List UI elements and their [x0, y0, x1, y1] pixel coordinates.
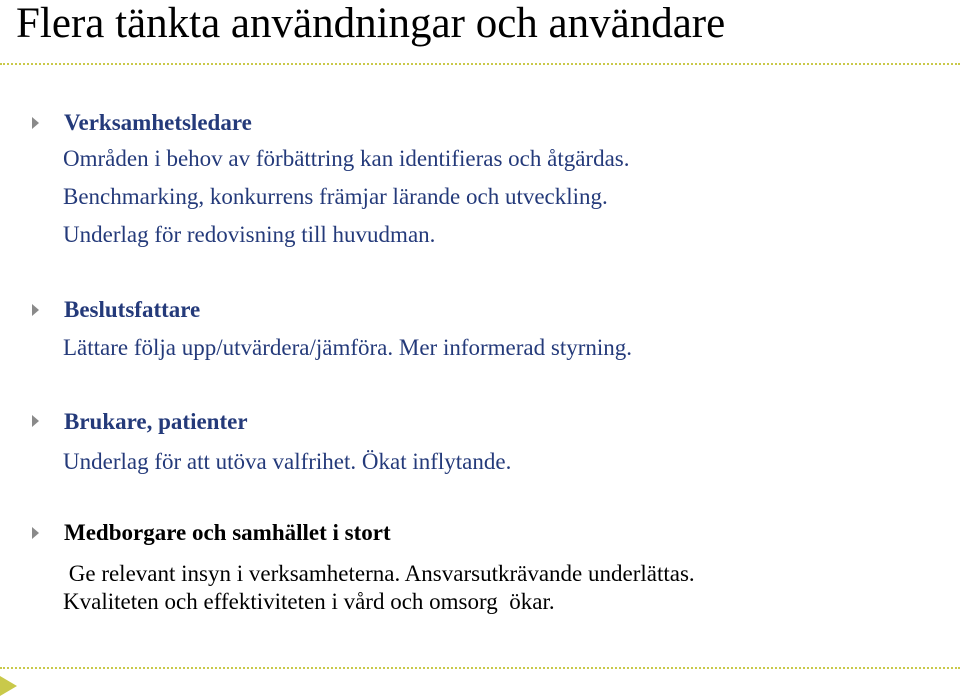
section-heading: Brukare, patienter: [64, 409, 248, 434]
section-heading: Medborgare och samhället i stort: [64, 520, 391, 545]
bottom-divider: [0, 667, 960, 669]
triangle-bullet-icon: [32, 304, 39, 316]
slide-title: Flera tänkta användningar och användare: [16, 0, 726, 47]
triangle-bullet-icon: [32, 117, 39, 129]
section-line: Benchmarking, konkurrens främjar lärande och utveckling.: [63, 184, 608, 209]
section-line: Ge relevant insyn i verksamheterna. Ansvarsutkrävande underlättas.: [63, 561, 695, 586]
section-line: Underlag för redovisning till huvudman.: [63, 222, 436, 247]
section-line: Underlag för att utöva valfrihet. Ökat inflytande.: [63, 449, 512, 474]
triangle-bullet-icon: [32, 415, 39, 427]
section-line: Kvaliteten och effektiviteten i vård och omsorg ökar.: [63, 589, 555, 614]
top-divider: [0, 63, 960, 65]
section-line: Områden i behov av förbättring kan identifieras och åtgärdas.: [63, 146, 630, 171]
section-heading: Verksamhetsledare: [64, 110, 252, 135]
triangle-corner-icon: [0, 676, 17, 696]
triangle-bullet-icon: [32, 527, 39, 539]
section-heading: Beslutsfattare: [64, 297, 201, 322]
section-line: Lättare följa upp/utvärdera/jämföra. Mer informerad styrning.: [63, 335, 633, 360]
